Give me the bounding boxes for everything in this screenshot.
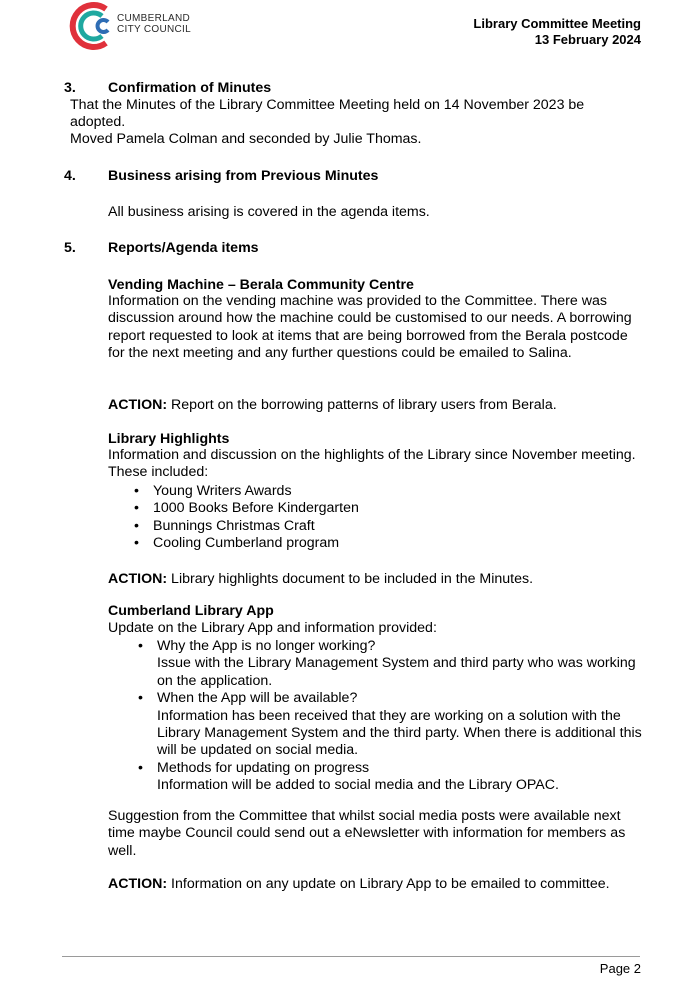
app-list bbox=[138, 638, 647, 795]
highlights-text: Information and discussion on the highlights of the Library since November meeting. These included: bbox=[108, 447, 636, 481]
list-item-question: Methods for updating on progress bbox=[157, 759, 370, 776]
council-name-line2: CITY COUNCIL bbox=[117, 24, 191, 35]
bullet-icon: • bbox=[138, 690, 143, 707]
app-action bbox=[108, 876, 648, 893]
meeting-title: Library Committee Meeting bbox=[473, 16, 641, 31]
meeting-header bbox=[473, 16, 641, 48]
section-3-moved: Moved Pamela Colman and seconded by Julie Thomas. bbox=[70, 131, 422, 147]
list-item-answer: Information will be added to social media and the Library OPAC. bbox=[157, 777, 559, 794]
section-4-title: Business arising from Previous Minutes bbox=[108, 168, 379, 184]
meeting-date: 13 February 2024 bbox=[534, 32, 641, 47]
vending-title: Vending Machine – Berala Community Centre bbox=[108, 277, 414, 293]
app-title: Cumberland Library App bbox=[108, 603, 274, 619]
action-label: ACTION: bbox=[108, 571, 168, 587]
app-suggestion: Suggestion from the Committee that whilst social media posts were available next time maybe Council could send out a eNewsletter with information for members as well. bbox=[108, 808, 626, 859]
action-label: ACTION: bbox=[108, 397, 168, 413]
footer-divider bbox=[62, 956, 640, 957]
app-text: Update on the Library App and information provided: bbox=[108, 620, 437, 636]
list-item bbox=[134, 500, 359, 517]
action-label: ACTION: bbox=[108, 876, 168, 892]
list-item bbox=[134, 535, 359, 552]
list-item-answer: Information has been received that they are working on a solution with the Library Management System and the third party. When there is additional this will be updated on social media. bbox=[157, 707, 642, 759]
list-item-text: Cooling Cumberland program bbox=[153, 535, 340, 552]
list-item bbox=[134, 483, 359, 500]
bullet-icon: • bbox=[134, 517, 139, 534]
bullet-icon: • bbox=[138, 638, 143, 654]
section-4-number: 4. bbox=[64, 168, 76, 184]
council-name-line1: CUMBERLAND bbox=[117, 13, 191, 24]
action-text: Report on the borrowing patterns of library users from Berala. bbox=[167, 397, 557, 413]
action-text: Library highlights document to be included in the Minutes. bbox=[167, 571, 534, 587]
list-item-answer: Issue with the Library Management System and third party who was working on the application. bbox=[157, 655, 636, 689]
action-text: Information on any update on Library App to be emailed to committee. bbox=[167, 876, 610, 892]
bullet-icon: • bbox=[134, 535, 139, 552]
list-item bbox=[134, 517, 359, 535]
section-4-text: All business arising is covered in the agenda items. bbox=[108, 204, 430, 220]
list-item-text: 1000 Books Before Kindergarten bbox=[153, 500, 359, 517]
section-3-number: 3. bbox=[64, 80, 76, 96]
list-item-question: When the App will be available? bbox=[157, 690, 358, 707]
vending-text: Information on the vending machine was provided to the Committee. There was discussion around how the machine could be customised to our needs. A borrowing report requested to look at items that are being borrowed from the Berala postcode for the next meeting and any further questions could be emailed to Salina. bbox=[108, 293, 632, 362]
highlights-list bbox=[134, 483, 359, 553]
list-item-text: Bunnings Christmas Craft bbox=[153, 517, 315, 534]
bullet-icon: • bbox=[134, 483, 139, 499]
bullet-icon: • bbox=[134, 500, 139, 517]
council-name bbox=[117, 13, 191, 35]
vending-action bbox=[108, 397, 648, 414]
highlights-action bbox=[108, 571, 648, 588]
list-item bbox=[138, 690, 647, 760]
list-item bbox=[138, 638, 647, 690]
list-item-question: Why the App is no longer working? bbox=[157, 638, 376, 654]
section-3-title: Confirmation of Minutes bbox=[108, 80, 272, 96]
list-item bbox=[138, 759, 647, 795]
cumberland-logo bbox=[64, 0, 116, 52]
section-5-title: Reports/Agenda items bbox=[108, 240, 259, 256]
section-3-text: That the Minutes of the Library Committee Meeting held on 14 November 2023 be adopted. bbox=[70, 97, 585, 131]
page-number: Page 2 bbox=[599, 961, 641, 976]
highlights-title: Library Highlights bbox=[108, 431, 230, 447]
list-item-text: Young Writers Awards bbox=[153, 483, 292, 499]
section-5-number: 5. bbox=[64, 240, 76, 256]
bullet-icon: • bbox=[138, 759, 143, 776]
